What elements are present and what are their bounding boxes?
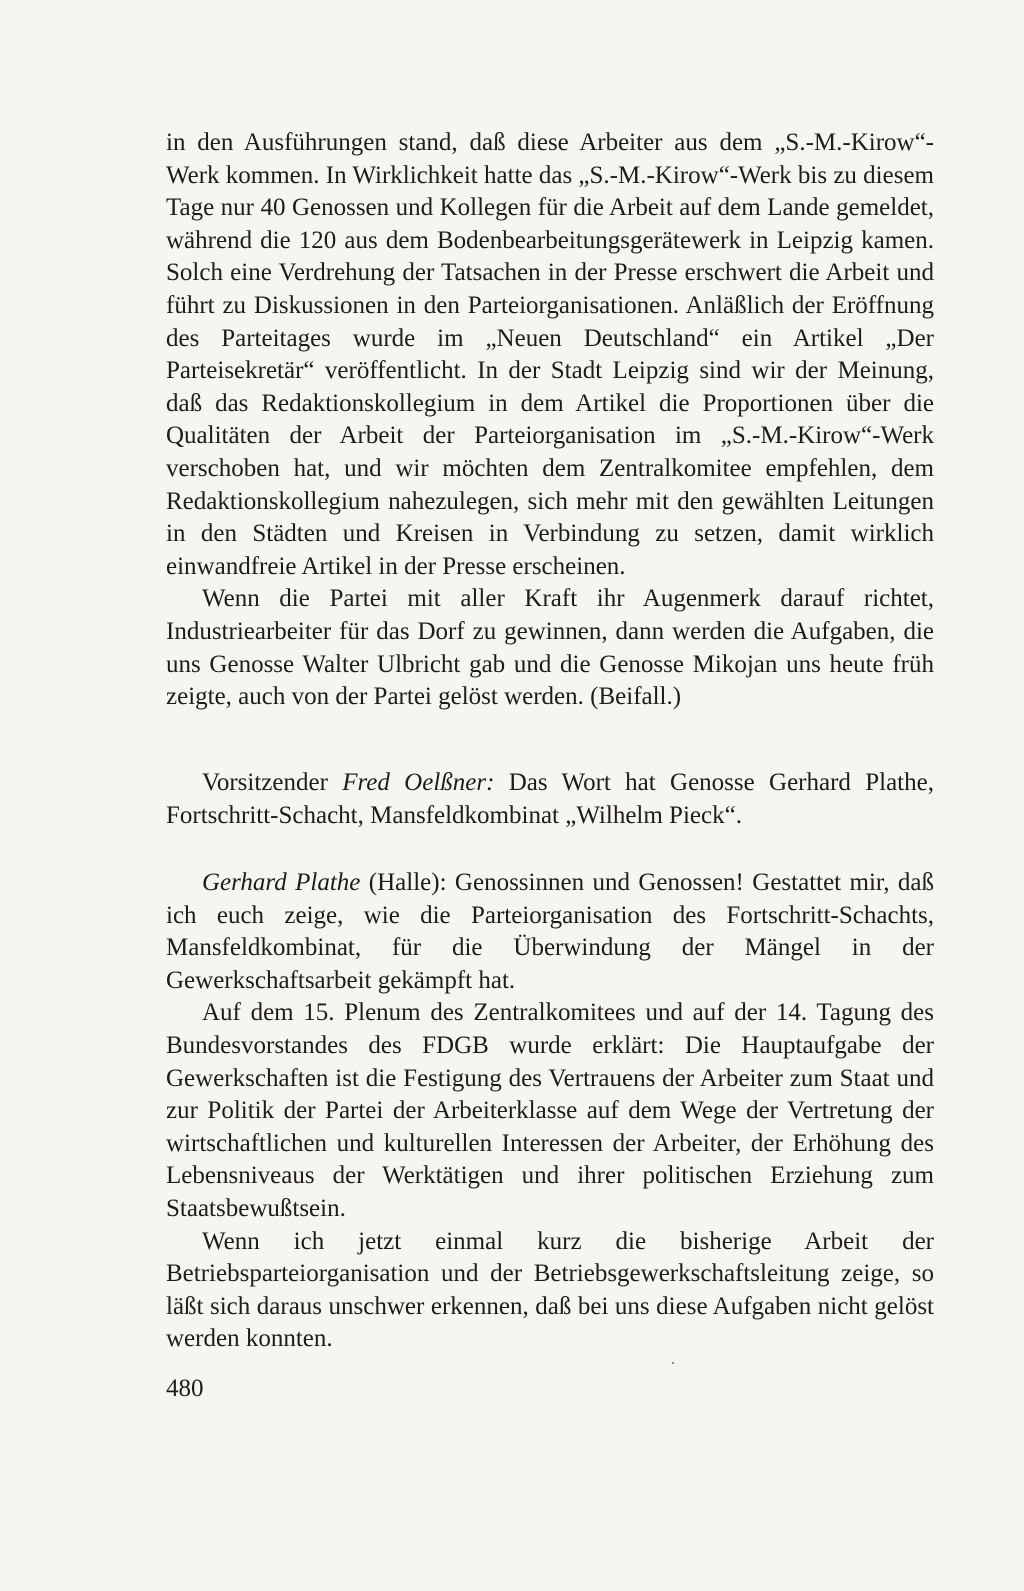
paragraph-4-text: (Halle): Genossinnen und Genossen! Gestattet mir, daß ich euch zeige, wie die Parteiorganisation des Fortschritt-Schachts, Mansfeldkombinat, für die Überwindung der Mängel in der Gewerkschaftsarbeit gekämpft hat. (166, 869, 934, 994)
paragraph-2: Wenn die Partei mit aller Kraft ihr Augenmerk darauf richtet, Industriearbeiter für das Dorf zu gewinnen, dann werden die Aufgaben, die uns Genosse Walter Ulbricht gab und die Genosse Mikojan uns heute früh zeigte, auch von der Partei gelöst werden. (Beifall.) (166, 585, 934, 711)
text-block-chair (166, 767, 934, 832)
paragraph-1: in den Ausführungen stand, daß diese Arbeiter aus dem „S.-M.-Kirow“-Werk kommen. In Wirklichkeit hatte das „S.-M.-Kirow“-Werk bis zu diesem Tage nur 40 Genossen und Kollegen für die Arbeit auf dem Lande gemeldet, während die 120 aus dem Bodenbearbeitungsgerätewerk in Leipzig kamen. Solch eine Verdrehung der Tatsachen in der Presse erschwert die Arbeit und führt zu Diskussionen in den Parteiorganisationen. Anläßlich der Eröffnung des Parteitages wurde im „Neuen Deutschland“ ein Artikel „Der Parteisekretär“ veröffentlicht. In der Stadt Leipzig sind wir der Meinung, daß das Redaktionskollegium in dem Artikel die Proportionen über die Qualitäten der Arbeit der Parteiorganisation im „S.-M.-Kirow“-Werk verschoben hat, und wir möchten dem Zentralkomitee empfehlen, dem Redaktionskollegium nahezulegen, sich mehr mit den gewählten Leitungen in den Städten und Kreisen in Verbindung zu setzen, damit wirklich einwandfreie Artikel in der Presse erscheinen. (166, 129, 934, 580)
paragraph-speech-opening (166, 867, 934, 997)
speaker-name: Gerhard Plathe (202, 869, 361, 896)
page-number: 480 (166, 1375, 204, 1402)
text-block-top (166, 127, 934, 714)
paragraph-3-text: Das Wort hat Genosse Gerhard Plathe, Fortschritt-Schacht, Mansfeldkombinat „Wilhelm Pieck“. (166, 769, 934, 829)
speaker-name: Fred Oelßner: (342, 769, 495, 796)
paragraph-chair-remark (166, 767, 934, 832)
text-block-speech (166, 867, 934, 1356)
paragraph-6: Wenn ich jetzt einmal kurz die bisherige Arbeit der Betriebsparteiorganisation und der Betriebsgewerkschaftsleitung zeige, so läßt sich daraus unschwer erkennen, daß bei uns diese Aufgaben nicht gelöst werden konnten. (166, 1227, 934, 1353)
speaker-prefix: Vorsitzender (202, 769, 343, 796)
paragraph-5: Auf dem 15. Plenum des Zentralkomitees und auf der 14. Tagung des Bundesvorstandes des FDGB wurde erklärt: Die Hauptaufgabe der Gewerkschaften ist die Festigung des Vertrauens der Arbeiter zum Staat und zur Politik der Partei der Arbeiterklasse auf dem Wege der Vertretung der wirtschaftlichen und kulturellen Interessen der Arbeiter, der Erhöhung des Lebensniveaus der Werktätigen und ihrer politischen Erziehung zum Staatsbewußtsein. (166, 999, 934, 1222)
print-speck (672, 1362, 674, 1364)
